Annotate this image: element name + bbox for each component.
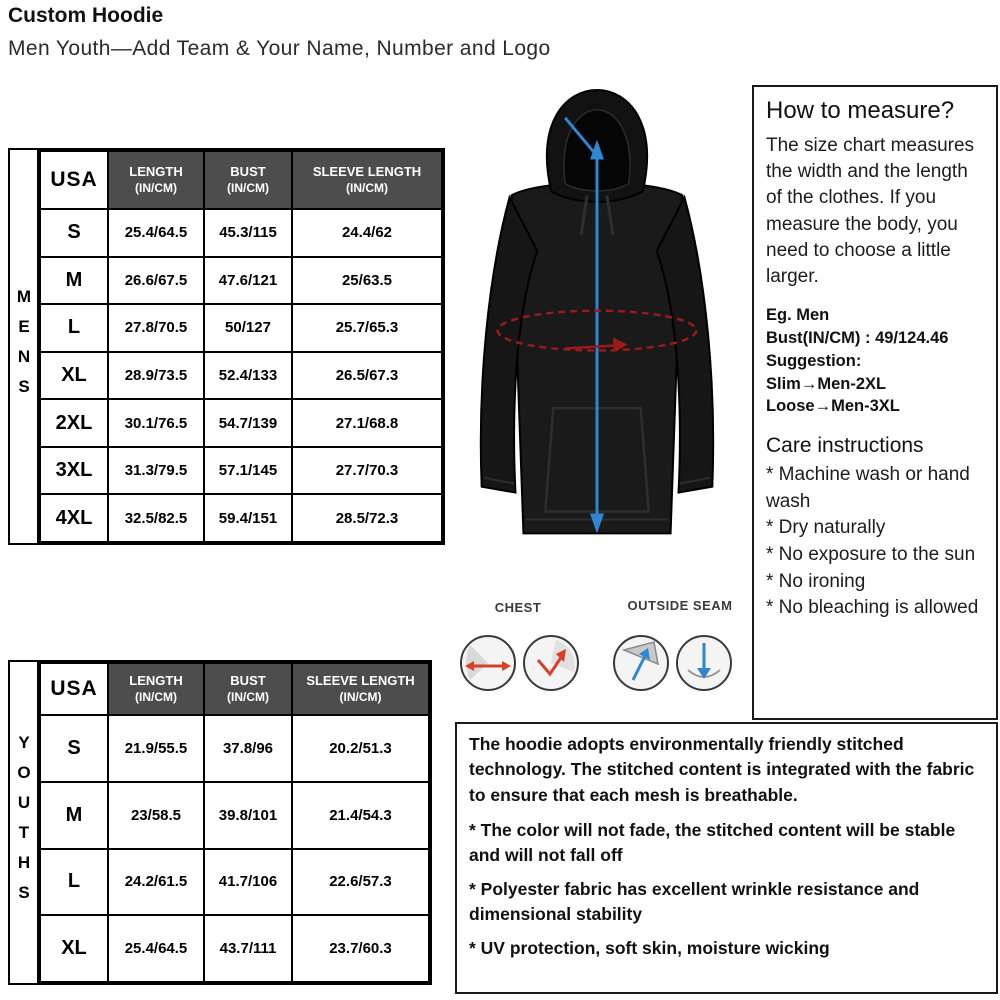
how-to-measure-body: The size chart measures the width and the length of the clothes. If you measure the body, you need to choose a little larger. [766,135,975,288]
length-cell: 24.2/61.5 [108,849,204,916]
seam-down-icon [677,636,731,690]
header-unit: (IN/CM) [346,181,388,195]
sleeve-cell: 20.2/51.3 [292,715,429,782]
bust-cell: 47.6/121 [204,257,292,305]
header [8,4,551,61]
info-bullet: * The color will not fade, the stitched content will be stable and will not fall off [469,820,956,865]
care-item: * No exposure to the sun [766,543,976,565]
sleeve-cell: 22.6/57.3 [292,849,429,916]
sleeve-cell: 21.4/54.3 [292,782,429,849]
sizing-example [766,304,984,418]
header-unit: (IN/CM) [227,181,269,195]
youths-header-row [40,663,429,715]
size-cell: 2XL [40,399,108,447]
table-row [40,209,442,257]
example-line: Bust(IN/CM) : 49/124.46 [766,329,949,348]
care-item: * Dry naturally [766,517,886,539]
table-row [40,715,429,782]
info-intro: The hoodie adopts environmentally friendly stitched technology. The stitched content is integrated with the fabric to ensure that each mesh is breathable. [469,734,975,805]
header-label: SLEEVE LENGTH [306,672,415,688]
size-cell: 3XL [40,447,108,495]
header-unit: (IN/CM) [227,690,269,704]
chest-around-icon [524,636,578,690]
size-cell: L [40,849,108,916]
care-item: * No ironing [766,570,866,592]
mens-usa-header: USA [40,151,108,209]
measurement-icons [456,628,746,700]
example-line: Slim→Men-2XL [766,374,887,393]
length-cell: 25.4/64.5 [108,209,204,257]
bust-cell: 45.3/115 [204,209,292,257]
seam-fold-icon [614,636,668,690]
sleeve-cell: 25/63.5 [292,257,442,305]
hoodie-illustration [446,84,748,596]
youths-length-header [108,663,204,715]
example-line: Suggestion: [766,351,862,370]
bust-cell: 39.8/101 [204,782,292,849]
youths-usa-header: USA [40,663,108,715]
length-cell: 26.6/67.5 [108,257,204,305]
length-cell: 30.1/76.5 [108,399,204,447]
youths-sleeve-header [292,663,429,715]
mens-group-column [10,150,39,543]
length-cell: 27.8/70.5 [108,304,204,352]
mens-header-row [40,151,442,209]
table-row [40,257,442,305]
length-cell: 23/58.5 [108,782,204,849]
sleeve-cell: 26.5/67.3 [292,352,442,400]
length-cell: 21.9/55.5 [108,715,204,782]
page-title: Custom Hoodie [8,4,164,27]
sleeve-cell: 28.5/72.3 [292,494,442,542]
table-row [40,915,429,982]
care-item: * Machine wash or hand wash [766,464,970,512]
how-to-measure-panel [752,85,998,720]
length-cell: 25.4/64.5 [108,915,204,982]
header-label: SLEEVE LENGTH [312,163,422,179]
length-cell: 31.3/79.5 [108,447,204,495]
sleeve-cell: 27.7/70.3 [292,447,442,495]
header-unit: (IN/CM) [135,690,177,704]
mens-bust-header [204,151,292,209]
chest-label: CHEST [494,600,542,615]
sleeve-cell: 27.1/68.8 [292,399,442,447]
size-cell: XL [40,352,108,400]
bust-cell: 59.4/151 [204,494,292,542]
table-row [40,849,429,916]
header-label: LENGTH [129,672,183,688]
sleeve-cell: 25.7/65.3 [292,304,442,352]
header-label: LENGTH [129,163,183,179]
how-to-measure-title: How to measure? [766,97,955,124]
mens-group-label: MENS [14,286,34,407]
info-bullet: * Polyester fabric has excellent wrinkle resistance and dimensional stability [469,879,920,924]
length-cell: 32.5/82.5 [108,494,204,542]
header-label: BUST [230,672,266,688]
info-bullet: * UV protection, soft skin, moisture wicking [469,938,830,959]
bust-cell: 37.8/96 [204,715,292,782]
bust-cell: 57.1/145 [204,447,292,495]
size-cell: S [40,209,108,257]
example-line: Loose→Men-3XL [766,397,900,416]
table-row [40,304,442,352]
header-label: BUST [230,163,266,179]
size-cell: M [40,782,108,849]
table-row [40,494,442,542]
table-row [40,782,429,849]
header-unit: (IN/CM) [135,181,177,195]
size-cell: S [40,715,108,782]
youths-group-column [10,662,39,983]
outside-seam-label: OUTSIDE SEAM [627,598,733,613]
care-instructions-title: Care instructions [766,434,924,458]
youths-table [39,662,430,983]
youths-bust-header [204,663,292,715]
product-info-box [455,722,998,994]
size-cell: XL [40,915,108,982]
page-subtitle: Men Youth—Add Team & Your Name, Number and Logo [8,37,551,60]
care-item: * No bleaching is allowed [766,597,979,619]
size-cell: M [40,257,108,305]
bust-cell: 54.7/139 [204,399,292,447]
length-cell: 28.9/73.5 [108,352,204,400]
sleeve-cell: 23.7/60.3 [292,915,429,982]
bust-cell: 52.4/133 [204,352,292,400]
bust-cell: 50/127 [204,304,292,352]
care-instructions-list [766,462,984,622]
bust-cell: 43.7/111 [204,915,292,982]
mens-size-table [8,148,445,545]
mens-length-header [108,151,204,209]
table-row [40,399,442,447]
youths-group-label: YOUTHS [14,732,34,913]
table-row [40,447,442,495]
chest-flat-icon [461,636,515,690]
table-row [40,352,442,400]
size-cell: 4XL [40,494,108,542]
youths-size-table [8,660,432,985]
size-cell: L [40,304,108,352]
bust-cell: 41.7/106 [204,849,292,916]
mens-table [39,150,443,543]
mens-sleeve-header [292,151,442,209]
example-line: Eg. Men [766,306,830,325]
header-unit: (IN/CM) [339,690,382,704]
sleeve-cell: 24.4/62 [292,209,442,257]
